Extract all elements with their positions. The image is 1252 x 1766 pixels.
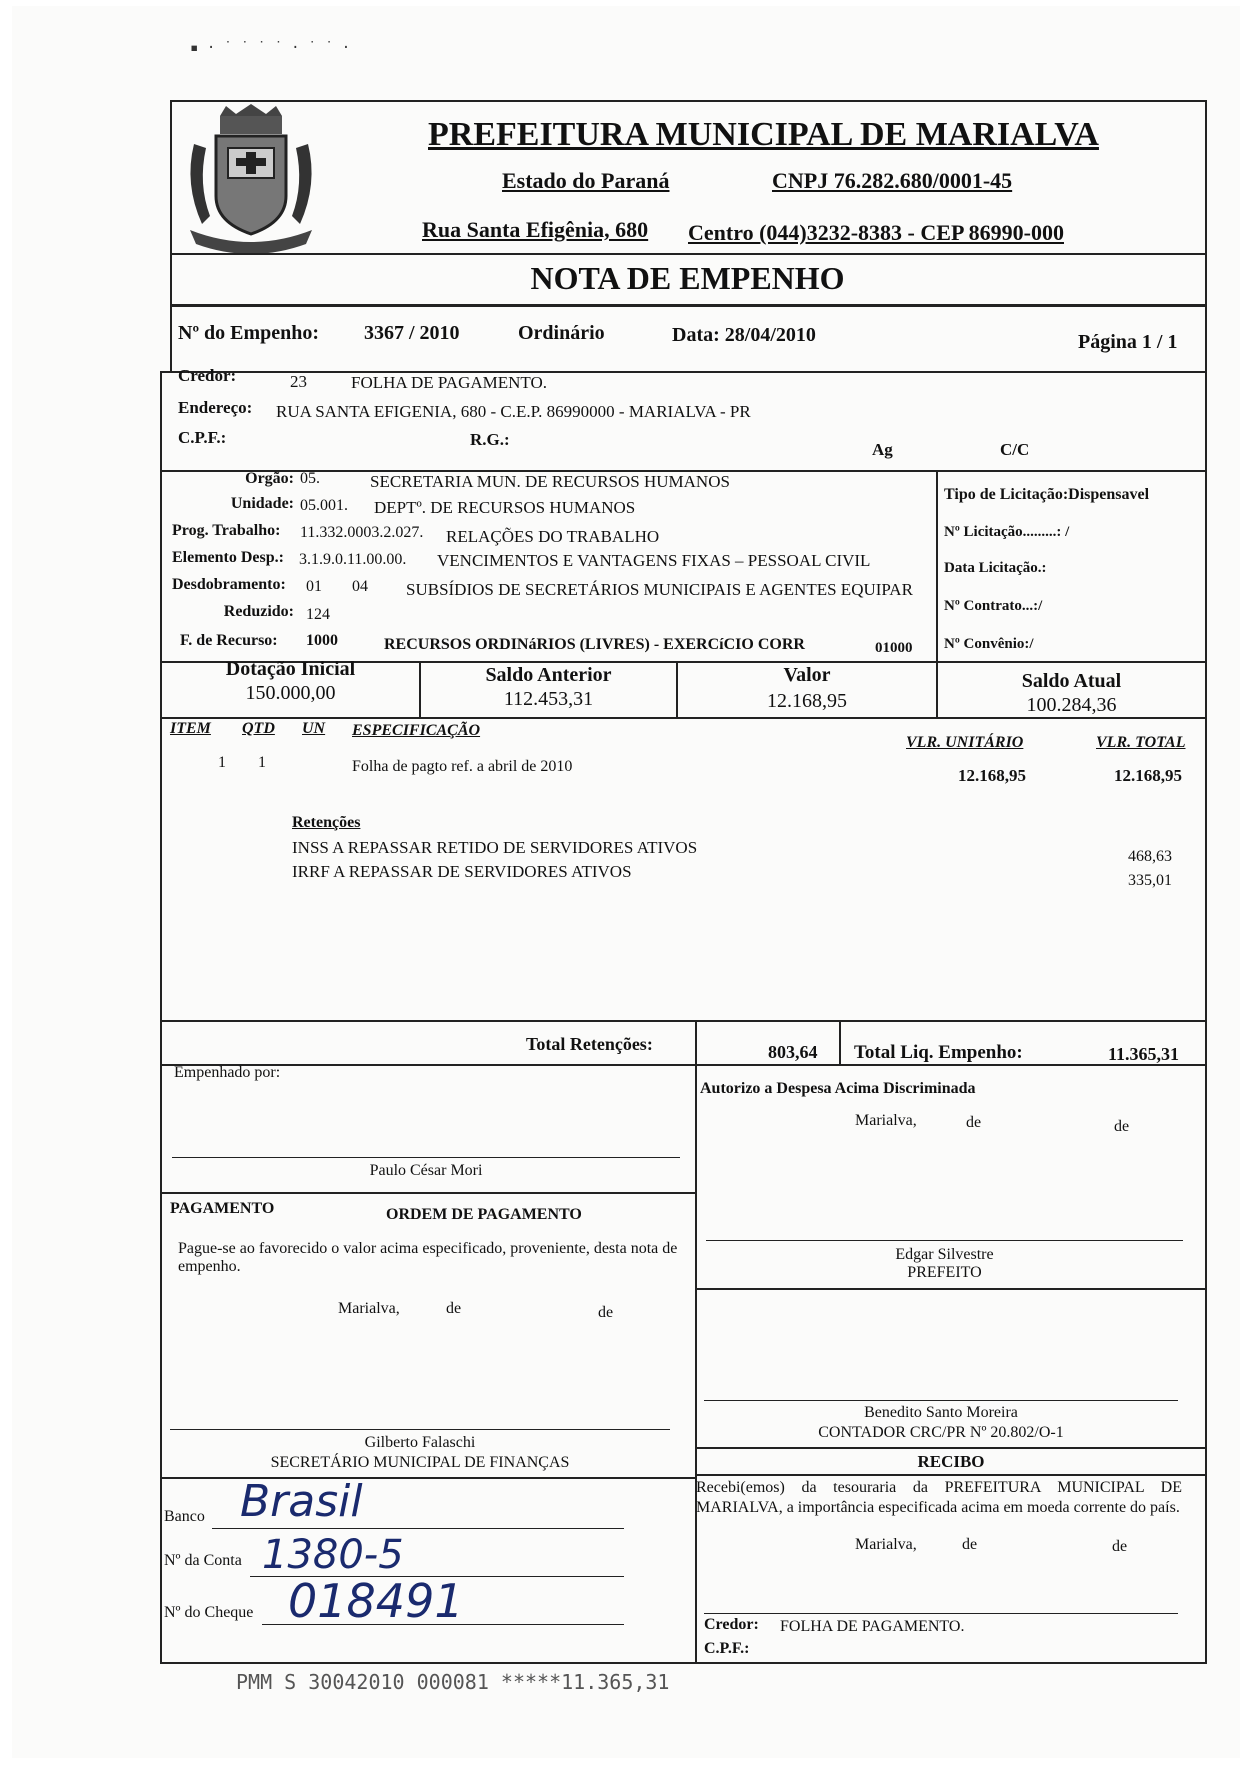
recurso-label: F. de Recurso:: [180, 632, 278, 649]
saldo-atual-label: Saldo Atual: [1021, 670, 1122, 692]
col-item: ITEM: [170, 720, 211, 737]
item-number: 1: [218, 754, 226, 771]
rg-label: R.G.:: [470, 430, 510, 449]
n-contrato: Nº Contrato...:/: [944, 598, 1043, 614]
recibo-credor-label: Credor:: [704, 1616, 759, 1633]
empenho-date: Data: 28/04/2010: [672, 324, 816, 346]
endereco-value: RUA SANTA EFIGENIA, 680 - C.E.P. 86990000 - MARIALVA - PR: [276, 402, 751, 421]
item-unit: 12.168,95: [958, 766, 1026, 785]
recurso-code2: 01000: [875, 640, 913, 656]
machine-stamp: PMM S 30042010 000081 *****11.365,31: [236, 1670, 670, 1694]
retencoes-title: Retenções: [292, 814, 361, 831]
prog-code: 11.332.0003.2.027.: [300, 524, 424, 541]
item-qtd: 1: [258, 754, 266, 771]
de-left-1: de: [446, 1300, 462, 1317]
header-cnpj: CNPJ 76.282.680/0001-45: [772, 168, 1013, 193]
empenhado-name: Paulo César Mori: [369, 1162, 483, 1179]
cpf-label: C.P.F.:: [178, 428, 227, 447]
cc-label: C/C: [1000, 440, 1030, 459]
total-liq-label: Total Liq. Empenho:: [854, 1042, 1023, 1063]
unidade-label: Unidade:: [230, 495, 294, 512]
prefeito-name: Edgar Silvestre: [895, 1246, 994, 1263]
de-right-4: de: [1112, 1538, 1128, 1555]
tipo-licitacao-text: Tipo de Licitação:Dispensavel: [944, 486, 1150, 503]
frame-bottom: [160, 1662, 1207, 1664]
orgao-label: Orgão:: [245, 470, 294, 487]
cheque-handwritten: 018491: [288, 1574, 464, 1628]
de-right-1: de: [966, 1114, 982, 1131]
sign-line-prefeito: [706, 1240, 1183, 1241]
dotacao-value: 150.000,00: [245, 682, 336, 704]
retencao-desc-1: INSS A REPASSAR RETIDO DE SERVIDORES ATIVOS: [292, 838, 698, 857]
empenhado-label: Empenhado por:: [174, 1064, 281, 1081]
frame-left: [160, 372, 162, 1663]
frame-top: [170, 100, 1205, 102]
doc-title: NOTA DE EMPENHO: [530, 260, 845, 296]
sign-line-empenhado: [172, 1157, 680, 1158]
saldo-atual-value: 100.284,36: [1026, 694, 1117, 716]
retencao-value-1: 468,63: [1128, 848, 1172, 865]
rule-empenho: [160, 371, 1207, 373]
elemento-value: VENCIMENTOS E VANTAGENS FIXAS – PESSOAL CIVIL: [437, 551, 871, 570]
cheque-label: Nº do Cheque: [164, 1604, 254, 1621]
total-retencoes-label: Total Retenções:: [526, 1034, 653, 1054]
reduzido-value: 124: [306, 606, 330, 623]
n-licitacao: Nº Licitação.........: /: [944, 524, 1070, 540]
rule-recibo: [695, 1474, 1207, 1476]
autorizo-text: Autorizo a Despesa Acima Discriminada: [700, 1080, 976, 1097]
conta-label: Nº da Conta: [164, 1552, 242, 1569]
valor-value: 12.168,95: [767, 690, 847, 712]
col-qtd: QTD: [242, 720, 275, 737]
data-licitacao: Data Licitação.:: [944, 560, 1047, 576]
item-total: 12.168,95: [1114, 766, 1182, 785]
header-state: Estado do Paraná: [502, 168, 670, 193]
de-left-2: de: [598, 1304, 614, 1321]
de-right-2: de: [1114, 1118, 1130, 1135]
rule-items: [160, 1020, 1207, 1022]
frame-right: [1205, 100, 1207, 1662]
recurso-code: 1000: [306, 632, 338, 649]
credor-label: Credor:: [178, 366, 237, 385]
rule-header: [170, 253, 1205, 255]
recibo-title: RECIBO: [917, 1452, 985, 1471]
ordem-pagamento-title: ORDEM DE PAGAMENTO: [386, 1206, 582, 1223]
rule-empenhado: [160, 1192, 696, 1194]
scan-specks: ▪ · ˙ ˙ ˙ ˙ · ˙ ˙ ·: [190, 40, 351, 56]
n-convenio: Nº Convênio:/: [944, 636, 1034, 652]
endereco-label: Endereço:: [178, 398, 253, 417]
dotacao-label: Dotação Inicial: [225, 658, 356, 680]
header-address: Rua Santa Efigênia, 680: [422, 217, 649, 242]
credor-name: FOLHA DE PAGAMENTO.: [351, 373, 547, 392]
saldo-anterior-label: Saldo Anterior: [485, 664, 612, 686]
recibo-cpf-label: C.P.F.:: [704, 1640, 750, 1657]
orgao-value: SECRETARIA MUN. DE RECURSOS HUMANOS: [370, 472, 730, 491]
header-title: PREFEITURA MUNICIPAL DE MARIALVA: [428, 116, 1099, 153]
marialva-right-1: Marialva,: [855, 1112, 917, 1129]
col-total: VLR. TOTAL: [1096, 734, 1186, 751]
prog-label: Prog. Trabalho:: [172, 522, 281, 539]
licitacao-divider: [936, 470, 938, 662]
banco-line: [212, 1528, 624, 1529]
sign-line-secretario: [170, 1429, 670, 1430]
empenho-number-label: Nº do Empenho:: [178, 322, 320, 344]
total-liq-value: 11.365,31: [1108, 1044, 1180, 1064]
elemento-label: Elemento Desp.:: [172, 549, 284, 566]
item-spec: Folha de pagto ref. a abril de 2010: [352, 758, 573, 775]
pagamento-title: PAGAMENTO: [170, 1200, 275, 1217]
contador-title: CONTADOR CRC/PR Nº 20.802/O-1: [818, 1424, 1064, 1441]
center-divider: [695, 1020, 697, 1662]
recibo-credor-value: FOLHA DE PAGAMENTO.: [780, 1618, 965, 1635]
retencao-value-2: 335,01: [1128, 872, 1172, 889]
page-number: Página 1 / 1: [1078, 331, 1178, 353]
sign-line-recibo: [704, 1613, 1178, 1614]
orgao-code: 05.: [300, 470, 320, 487]
rule-prefeito: [695, 1288, 1207, 1290]
tipo-licitacao: [944, 486, 1149, 504]
conta-handwritten: 1380-5: [262, 1532, 404, 1578]
unidade-value: DEPTº. DE RECURSOS HUMANOS: [374, 498, 636, 517]
sign-line-contador: [704, 1400, 1178, 1401]
desdobramento-label: Desdobramento:: [172, 576, 286, 593]
rule-totals: [160, 1064, 1207, 1066]
coat-of-arms-icon: [180, 104, 322, 254]
reduzido-label: Reduzido:: [223, 603, 294, 620]
marialva-left: Marialva,: [338, 1300, 400, 1317]
marialva-right-2: Marialva,: [855, 1536, 917, 1553]
retencao-desc-2: IRRF A REPASSAR DE SERVIDORES ATIVOS: [292, 862, 632, 881]
prog-value: RELAÇÕES DO TRABALHO: [446, 527, 660, 546]
desdobramento-value: SUBSÍDIOS DE SECRETÁRIOS MUNICIPAIS E AGENTES EQUIPAR: [406, 580, 913, 599]
rule-contador: [695, 1447, 1207, 1449]
banco-handwritten: Brasil: [240, 1476, 363, 1527]
desdobramento-code1: 01: [306, 578, 322, 595]
credor-code: 23: [290, 372, 307, 391]
header-phone-cep: Centro (044)3232-8383 - CEP 86990-000: [688, 220, 1064, 245]
col-spec: ESPECIFICAÇÃO: [352, 722, 481, 739]
secretario-title: SECRETÁRIO MUNICIPAL DE FINANÇAS: [270, 1454, 570, 1471]
valor-label: Valor: [783, 664, 831, 686]
desdobramento-code2: 04: [352, 578, 368, 595]
rule-title: [170, 304, 1205, 307]
elemento-code: 3.1.9.0.11.00.00.: [299, 551, 407, 568]
pague-se-text: Pague-se ao favorecido o valor acima especificado, proveniente, desta nota de empenho.: [178, 1240, 678, 1275]
secretario-name: Gilberto Falaschi: [364, 1434, 476, 1451]
total-retencoes-value: 803,64: [768, 1042, 818, 1062]
recurso-value: RECURSOS ORDINáRIOS (LIVRES) - EXERCíCIO CORR: [384, 636, 805, 653]
recibo-text: Recebi(emos) da tesouraria da PREFEITURA MUNICIPAL DE MARIALVA, a importância especificada acima em moeda corrente do país.: [696, 1479, 1182, 1516]
prefeito-title: PREFEITO: [907, 1264, 982, 1281]
contador-name: Benedito Santo Moreira: [864, 1404, 1018, 1421]
banco-label: Banco: [164, 1508, 205, 1525]
saldo-anterior-value: 112.453,31: [503, 688, 594, 710]
rule-balances: [160, 717, 1207, 719]
col-unit: VLR. UNITÁRIO: [906, 734, 1024, 751]
ag-label: Ag: [872, 440, 893, 459]
totals-divider: [839, 1020, 841, 1064]
empenho-number: 3367 / 2010: [364, 322, 460, 344]
empenho-type: Ordinário: [518, 322, 605, 344]
unidade-code: 05.001.: [300, 497, 348, 514]
frame-left-upper: [170, 100, 172, 372]
de-right-3: de: [962, 1536, 978, 1553]
col-un: UN: [302, 720, 326, 737]
